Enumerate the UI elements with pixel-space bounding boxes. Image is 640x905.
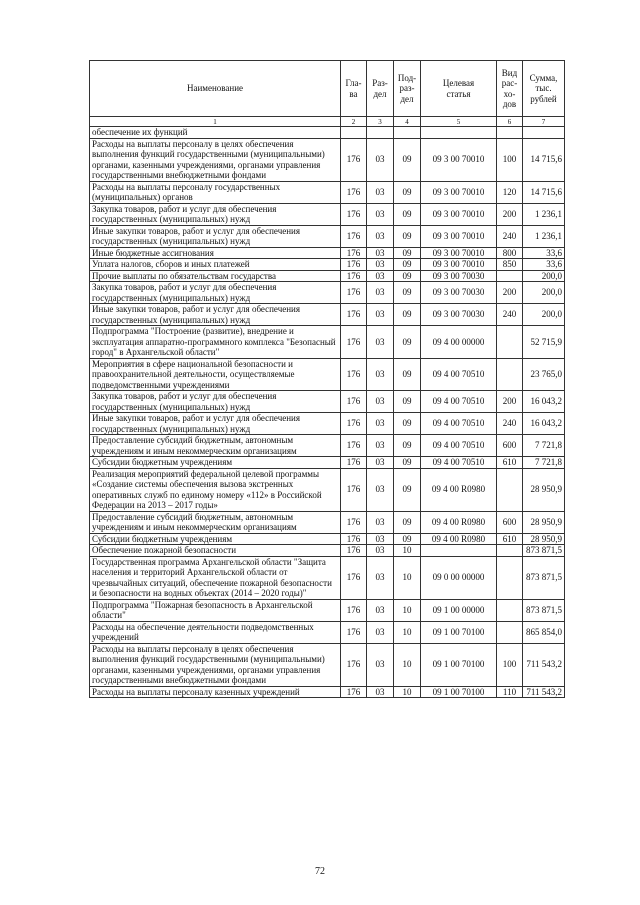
table-row bbox=[90, 127, 565, 139]
row-vid-cell: 120 bbox=[497, 181, 523, 203]
column-number: 1 bbox=[90, 117, 341, 127]
row-name-cell: Расходы на выплаты персоналу в целях обеспечения выполнения функций государственными (муниципальными) органами, казенными учреждениями, органами управления государственными внебюджетными фондами bbox=[90, 138, 341, 181]
table-row bbox=[90, 545, 565, 557]
row-target-cell: 09 1 00 00000 bbox=[421, 599, 497, 621]
row-name-cell: Расходы на выплаты персоналу в целях обеспечения выполнения функций государственными (муниципальными) органами, казенными учреждениями, органами управления государственными внебюджетными фондами bbox=[90, 643, 341, 686]
page-number: 72 bbox=[315, 866, 325, 877]
row-razdel-cell: 03 bbox=[367, 138, 394, 181]
header-vid: Вид рас- хо- дов bbox=[497, 61, 523, 117]
row-target-cell: 09 1 00 70100 bbox=[421, 643, 497, 686]
row-sum-cell: 52 715,9 bbox=[523, 326, 565, 359]
table-row bbox=[90, 259, 565, 271]
row-vid-cell: 200 bbox=[497, 203, 523, 225]
row-vid-cell: 200 bbox=[497, 282, 523, 304]
row-name-cell: Обеспечение пожарной безопасности bbox=[90, 545, 341, 557]
row-glava-cell: 176 bbox=[341, 599, 367, 621]
row-name-cell: Подпрограмма "Пожарная безопасность в Архангельской области" bbox=[90, 599, 341, 621]
row-glava-cell: 176 bbox=[341, 326, 367, 359]
row-target-cell: 09 3 00 70010 bbox=[421, 181, 497, 203]
row-sum-cell: 873 871,5 bbox=[523, 545, 565, 557]
row-sum-cell: 865 854,0 bbox=[523, 621, 565, 643]
row-razdel-cell: 03 bbox=[367, 435, 394, 457]
row-name-cell: Расходы на выплаты персоналу казенных учреждений bbox=[90, 686, 341, 698]
row-glava-cell bbox=[341, 127, 367, 139]
row-razdel-cell: 03 bbox=[367, 358, 394, 391]
row-sum-cell: 200,0 bbox=[523, 282, 565, 304]
column-numbers-row bbox=[90, 117, 565, 127]
row-razdel-cell bbox=[367, 127, 394, 139]
row-glava-cell: 176 bbox=[341, 533, 367, 545]
table-row bbox=[90, 304, 565, 326]
row-sum-cell: 200,0 bbox=[523, 270, 565, 282]
row-name-cell: Закупка товаров, работ и услуг для обеспечения государственных (муниципальных) нужд bbox=[90, 282, 341, 304]
row-podrazdel-cell: 09 bbox=[394, 270, 421, 282]
row-sum-cell: 7 721,8 bbox=[523, 457, 565, 469]
row-vid-cell: 110 bbox=[497, 686, 523, 698]
row-glava-cell: 176 bbox=[341, 259, 367, 271]
row-name-cell: Субсидии бюджетным учреждениям bbox=[90, 533, 341, 545]
row-name-cell: обеспечение их функций bbox=[90, 127, 341, 139]
row-podrazdel-cell: 09 bbox=[394, 511, 421, 533]
table-row bbox=[90, 533, 565, 545]
row-podrazdel-cell: 09 bbox=[394, 435, 421, 457]
row-vid-cell bbox=[497, 556, 523, 599]
row-vid-cell: 100 bbox=[497, 138, 523, 181]
row-vid-cell bbox=[497, 545, 523, 557]
row-sum-cell: 1 236,1 bbox=[523, 203, 565, 225]
row-sum-cell: 1 236,1 bbox=[523, 225, 565, 247]
row-sum-cell: 200,0 bbox=[523, 304, 565, 326]
table-row bbox=[90, 326, 565, 359]
row-podrazdel-cell: 10 bbox=[394, 545, 421, 557]
table-row bbox=[90, 181, 565, 203]
row-glava-cell: 176 bbox=[341, 358, 367, 391]
row-target-cell: 09 1 00 70100 bbox=[421, 686, 497, 698]
row-glava-cell: 176 bbox=[341, 457, 367, 469]
row-vid-cell bbox=[497, 326, 523, 359]
row-razdel-cell: 03 bbox=[367, 643, 394, 686]
row-name-cell: Подпрограмма "Построение (развитие), внедрение и эксплуатация аппаратно-программного комплекса "Безопасный город" в Архангельской области" bbox=[90, 326, 341, 359]
table-row bbox=[90, 225, 565, 247]
row-glava-cell: 176 bbox=[341, 686, 367, 698]
table-row bbox=[90, 138, 565, 181]
row-razdel-cell: 03 bbox=[367, 326, 394, 359]
row-vid-cell: 610 bbox=[497, 457, 523, 469]
row-name-cell: Иные бюджетные ассигнования bbox=[90, 247, 341, 259]
row-name-cell: Субсидии бюджетным учреждениям bbox=[90, 457, 341, 469]
row-podrazdel-cell bbox=[394, 127, 421, 139]
row-glava-cell: 176 bbox=[341, 270, 367, 282]
table-body bbox=[90, 127, 565, 698]
table-row bbox=[90, 468, 565, 511]
table-row bbox=[90, 413, 565, 435]
row-razdel-cell: 03 bbox=[367, 545, 394, 557]
table-row bbox=[90, 358, 565, 391]
row-vid-cell bbox=[497, 358, 523, 391]
row-glava-cell: 176 bbox=[341, 181, 367, 203]
row-target-cell: 09 3 00 70010 bbox=[421, 247, 497, 259]
row-name-cell: Иные закупки товаров, работ и услуг для обеспечения государственных (муниципальных) нужд bbox=[90, 225, 341, 247]
row-name-cell: Прочие выплаты по обязательствам государства bbox=[90, 270, 341, 282]
header-razdel: Раз- дел bbox=[367, 61, 394, 117]
column-number: 6 bbox=[497, 117, 523, 127]
table-row bbox=[90, 282, 565, 304]
row-vid-cell bbox=[497, 127, 523, 139]
column-number: 7 bbox=[523, 117, 565, 127]
row-target-cell: 09 0 00 00000 bbox=[421, 556, 497, 599]
row-sum-cell: 16 043,2 bbox=[523, 413, 565, 435]
row-podrazdel-cell: 10 bbox=[394, 686, 421, 698]
table-row bbox=[90, 247, 565, 259]
row-sum-cell: 28 950,9 bbox=[523, 468, 565, 511]
header-name: Наименование bbox=[90, 61, 341, 117]
row-razdel-cell: 03 bbox=[367, 225, 394, 247]
row-sum-cell: 16 043,2 bbox=[523, 391, 565, 413]
row-podrazdel-cell: 09 bbox=[394, 457, 421, 469]
table-header-row bbox=[90, 61, 565, 117]
row-podrazdel-cell: 09 bbox=[394, 181, 421, 203]
row-glava-cell: 176 bbox=[341, 643, 367, 686]
row-target-cell bbox=[421, 127, 497, 139]
row-podrazdel-cell: 09 bbox=[394, 533, 421, 545]
row-glava-cell: 176 bbox=[341, 468, 367, 511]
row-name-cell: Иные закупки товаров, работ и услуг для обеспечения государственных (муниципальных) нужд bbox=[90, 304, 341, 326]
row-name-cell: Закупка товаров, работ и услуг для обеспечения государственных (муниципальных) нужд bbox=[90, 203, 341, 225]
row-podrazdel-cell: 09 bbox=[394, 203, 421, 225]
row-glava-cell: 176 bbox=[341, 556, 367, 599]
table-row bbox=[90, 599, 565, 621]
row-target-cell: 09 3 00 70010 bbox=[421, 203, 497, 225]
row-name-cell: Расходы на обеспечение деятельности подведомственных учреждений bbox=[90, 621, 341, 643]
row-target-cell bbox=[421, 545, 497, 557]
row-razdel-cell: 03 bbox=[367, 203, 394, 225]
row-podrazdel-cell: 09 bbox=[394, 138, 421, 181]
row-glava-cell: 176 bbox=[341, 435, 367, 457]
table-row bbox=[90, 686, 565, 698]
row-podrazdel-cell: 09 bbox=[394, 225, 421, 247]
row-sum-cell: 873 871,5 bbox=[523, 599, 565, 621]
table-row bbox=[90, 270, 565, 282]
row-sum-cell: 28 950,9 bbox=[523, 533, 565, 545]
row-target-cell: 09 4 00 R0980 bbox=[421, 533, 497, 545]
row-sum-cell: 33,6 bbox=[523, 247, 565, 259]
column-number: 3 bbox=[367, 117, 394, 127]
row-target-cell: 09 4 00 70510 bbox=[421, 358, 497, 391]
row-razdel-cell: 03 bbox=[367, 413, 394, 435]
row-target-cell: 09 4 00 R0980 bbox=[421, 511, 497, 533]
row-sum-cell: 33,6 bbox=[523, 259, 565, 271]
row-sum-cell: 14 715,6 bbox=[523, 181, 565, 203]
header-glava: Гла- ва bbox=[341, 61, 367, 117]
row-glava-cell: 176 bbox=[341, 545, 367, 557]
row-name-cell: Мероприятия в сфере национальной безопасности и правоохранительной деятельности, осуществляемые подведомственными учреждениями bbox=[90, 358, 341, 391]
row-podrazdel-cell: 09 bbox=[394, 304, 421, 326]
row-podrazdel-cell: 09 bbox=[394, 247, 421, 259]
row-sum-cell: 711 543,2 bbox=[523, 643, 565, 686]
row-razdel-cell: 03 bbox=[367, 391, 394, 413]
row-razdel-cell: 03 bbox=[367, 556, 394, 599]
row-vid-cell: 600 bbox=[497, 435, 523, 457]
row-vid-cell: 800 bbox=[497, 247, 523, 259]
column-number: 4 bbox=[394, 117, 421, 127]
header-target: Целевая статья bbox=[421, 61, 497, 117]
row-target-cell: 09 3 00 70010 bbox=[421, 138, 497, 181]
row-sum-cell: 711 543,2 bbox=[523, 686, 565, 698]
row-razdel-cell: 03 bbox=[367, 686, 394, 698]
row-razdel-cell: 03 bbox=[367, 621, 394, 643]
row-razdel-cell: 03 bbox=[367, 304, 394, 326]
row-glava-cell: 176 bbox=[341, 247, 367, 259]
row-target-cell: 09 4 00 R0980 bbox=[421, 468, 497, 511]
row-vid-cell: 850 bbox=[497, 259, 523, 271]
row-target-cell: 09 3 00 70030 bbox=[421, 304, 497, 326]
row-razdel-cell: 03 bbox=[367, 270, 394, 282]
row-sum-cell: 23 765,0 bbox=[523, 358, 565, 391]
row-podrazdel-cell: 09 bbox=[394, 358, 421, 391]
row-glava-cell: 176 bbox=[341, 413, 367, 435]
row-target-cell: 09 4 00 70510 bbox=[421, 391, 497, 413]
table-row bbox=[90, 203, 565, 225]
row-target-cell: 09 4 00 70510 bbox=[421, 435, 497, 457]
row-name-cell: Предоставление субсидий бюджетным, автономным учреждениям и иным некоммерческим организациям bbox=[90, 511, 341, 533]
row-name-cell: Уплата налогов, сборов и иных платежей bbox=[90, 259, 341, 271]
row-target-cell: 09 4 00 70510 bbox=[421, 413, 497, 435]
row-target-cell: 09 3 00 70030 bbox=[421, 282, 497, 304]
row-name-cell: Расходы на выплаты персоналу государственных (муниципальных) органов bbox=[90, 181, 341, 203]
table-row bbox=[90, 643, 565, 686]
row-sum-cell: 28 950,9 bbox=[523, 511, 565, 533]
row-glava-cell: 176 bbox=[341, 511, 367, 533]
row-razdel-cell: 03 bbox=[367, 181, 394, 203]
row-razdel-cell: 03 bbox=[367, 259, 394, 271]
row-podrazdel-cell: 09 bbox=[394, 391, 421, 413]
row-sum-cell: 14 715,6 bbox=[523, 138, 565, 181]
row-target-cell: 09 1 00 70100 bbox=[421, 621, 497, 643]
row-podrazdel-cell: 09 bbox=[394, 326, 421, 359]
row-podrazdel-cell: 10 bbox=[394, 556, 421, 599]
row-podrazdel-cell: 10 bbox=[394, 599, 421, 621]
row-glava-cell: 176 bbox=[341, 225, 367, 247]
row-vid-cell: 240 bbox=[497, 413, 523, 435]
row-podrazdel-cell: 09 bbox=[394, 282, 421, 304]
column-number: 5 bbox=[421, 117, 497, 127]
row-name-cell: Иные закупки товаров, работ и услуг для обеспечения государственных (муниципальных) нужд bbox=[90, 413, 341, 435]
row-vid-cell: 200 bbox=[497, 391, 523, 413]
row-vid-cell: 600 bbox=[497, 511, 523, 533]
row-target-cell: 09 3 00 70030 bbox=[421, 270, 497, 282]
row-vid-cell: 240 bbox=[497, 304, 523, 326]
budget-table bbox=[89, 60, 565, 698]
row-glava-cell: 176 bbox=[341, 203, 367, 225]
row-vid-cell bbox=[497, 599, 523, 621]
row-glava-cell: 176 bbox=[341, 138, 367, 181]
row-vid-cell bbox=[497, 270, 523, 282]
row-razdel-cell: 03 bbox=[367, 533, 394, 545]
row-sum-cell bbox=[523, 127, 565, 139]
row-name-cell: Реализация мероприятий федеральной целевой программы «Создание системы обеспечения вызова экстренных оперативных служб по единому номеру «112» в Российской Федерации на 2013 – 2017 годы» bbox=[90, 468, 341, 511]
row-target-cell: 09 3 00 70010 bbox=[421, 225, 497, 247]
row-podrazdel-cell: 10 bbox=[394, 643, 421, 686]
column-number: 2 bbox=[341, 117, 367, 127]
row-sum-cell: 873 871,5 bbox=[523, 556, 565, 599]
row-vid-cell bbox=[497, 468, 523, 511]
row-razdel-cell: 03 bbox=[367, 599, 394, 621]
row-glava-cell: 176 bbox=[341, 304, 367, 326]
table-row bbox=[90, 556, 565, 599]
row-target-cell: 09 3 00 70010 bbox=[421, 259, 497, 271]
row-razdel-cell: 03 bbox=[367, 247, 394, 259]
row-glava-cell: 176 bbox=[341, 621, 367, 643]
row-razdel-cell: 03 bbox=[367, 511, 394, 533]
row-glava-cell: 176 bbox=[341, 391, 367, 413]
row-sum-cell: 7 721,8 bbox=[523, 435, 565, 457]
row-podrazdel-cell: 09 bbox=[394, 413, 421, 435]
row-target-cell: 09 4 00 00000 bbox=[421, 326, 497, 359]
row-razdel-cell: 03 bbox=[367, 282, 394, 304]
table-row bbox=[90, 621, 565, 643]
row-name-cell: Закупка товаров, работ и услуг для обеспечения государственных (муниципальных) нужд bbox=[90, 391, 341, 413]
header-sum: Сумма, тыс. рублей bbox=[523, 61, 565, 117]
row-vid-cell: 610 bbox=[497, 533, 523, 545]
row-vid-cell: 100 bbox=[497, 643, 523, 686]
row-vid-cell bbox=[497, 621, 523, 643]
row-razdel-cell: 03 bbox=[367, 457, 394, 469]
row-razdel-cell: 03 bbox=[367, 468, 394, 511]
row-target-cell: 09 4 00 70510 bbox=[421, 457, 497, 469]
row-podrazdel-cell: 09 bbox=[394, 259, 421, 271]
row-name-cell: Государственная программа Архангельской области "Защита населения и территорий Архангельской области от чрезвычайных ситуаций, обеспечение пожарной безопасности и безопасности на водных объектах (2014 – 2020 годы)" bbox=[90, 556, 341, 599]
row-vid-cell: 240 bbox=[497, 225, 523, 247]
row-name-cell: Предоставление субсидий бюджетным, автономным учреждениям и иным некоммерческим организациям bbox=[90, 435, 341, 457]
row-glava-cell: 176 bbox=[341, 282, 367, 304]
table-row bbox=[90, 391, 565, 413]
row-podrazdel-cell: 10 bbox=[394, 621, 421, 643]
header-podrazdel: Под- раз- дел bbox=[394, 61, 421, 117]
row-podrazdel-cell: 09 bbox=[394, 468, 421, 511]
table-row bbox=[90, 511, 565, 533]
table-row bbox=[90, 457, 565, 469]
table-row bbox=[90, 435, 565, 457]
